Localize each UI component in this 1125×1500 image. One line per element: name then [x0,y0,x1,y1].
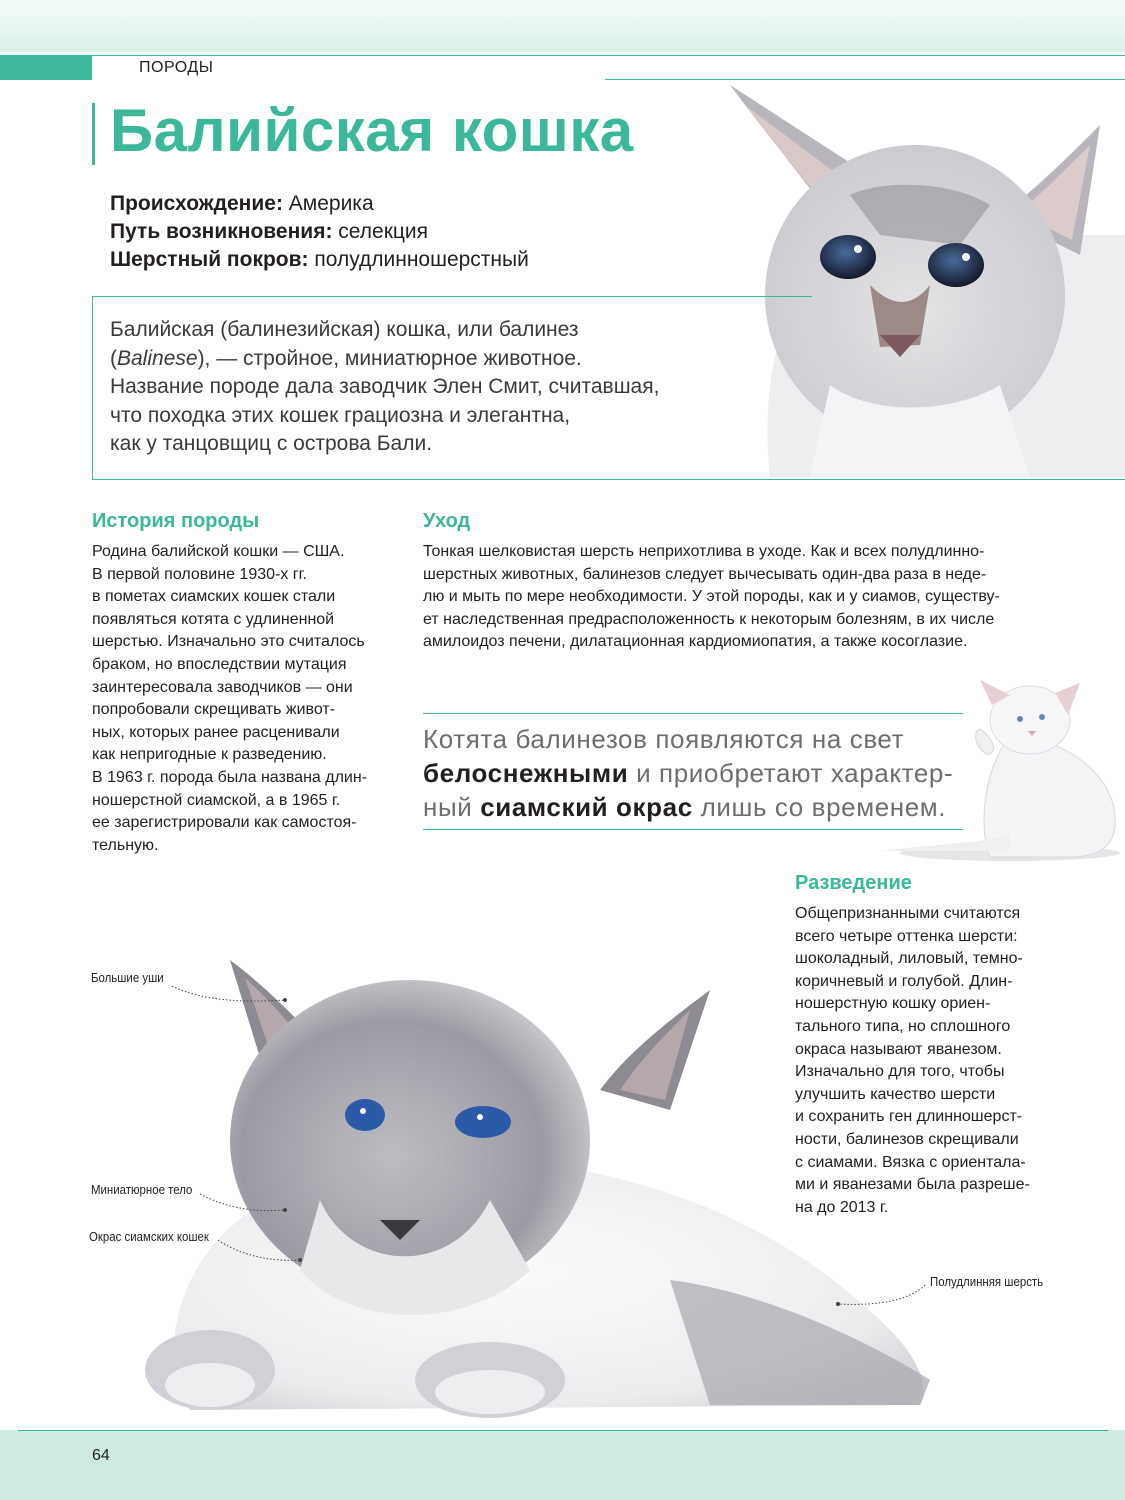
text-line: коричневый и голубой. Длин- [795,972,1013,990]
text-line: ет наследственная предрасположенность к некоторым болезням, в их числе [423,610,995,628]
text-line: лю и мыть по мере необходимости. У этой породы, как и у сиамов, существу- [423,588,1000,606]
fact-label: Путь возникновения: [110,220,333,243]
intro-line: Название породе дала заводчик Элен Смит, считавшая, [110,375,660,398]
text-line: Изначально для того, чтобы [795,1063,1005,1081]
leader-body-dot [283,1208,287,1212]
quote-text: и приобретают характер- [628,758,954,788]
text-line: улучшить качество шерсти [795,1085,996,1103]
text-line: ных, которых ранее расценивали [92,723,340,741]
intro-paren: ( [110,346,117,370]
text-line: тельную. [92,836,159,854]
text-line: ности, балинезов скрещивали [795,1130,1019,1148]
footer-band [0,1430,1125,1500]
leader-color [218,1240,300,1260]
leader-fur-dot [836,1302,840,1306]
page-title: Балийская кошка [110,97,634,164]
care-heading: Уход [423,510,471,532]
text-line: шерстных животных, балинезов следует вычесывать один-два раза в неде- [423,565,987,583]
text-line: ее зарегистрировали как самостоя- [92,814,357,832]
fact-label: Происхождение: [110,192,283,215]
page-number: 64 [92,1447,110,1464]
text-line: браком, но впоследствии мутация [92,655,347,673]
text-line: попробовали скрещивать живот- [92,701,336,719]
text-line: заинтересовала заводчиков — они [92,678,353,696]
callout-body: Миниатюрное тело [91,1182,193,1197]
text-line: шерстью. Изначально это считалось [92,633,365,651]
fact-value: селекция [332,220,429,243]
leader-fur [838,1285,925,1304]
callout-ears: Большие уши [91,970,164,985]
text-line: и сохранить ген длинношерст- [795,1108,1023,1126]
quote-emphasis: сиамский окрас [480,792,693,822]
leader-ears-dot [283,998,287,1002]
quote-text: ный [423,792,481,822]
text-line: Родина балийской кошки — США. [92,543,345,560]
history-heading: История породы [92,510,260,532]
text-line: в пометах сиамских кошек стали [92,588,336,606]
footer-rule [18,1430,1108,1431]
text-line: ношерстной сиамской, а в 1965 г. [92,791,341,809]
intro-latin-name: Balinese [117,346,198,370]
quote-line: Котята балинезов появляются на свет [423,724,905,754]
text-line: на до 2013 г. [795,1198,889,1216]
text-line: тального типа, но сплошного [795,1017,1011,1035]
callout-fur: Полудлинняя шерсть [930,1274,1044,1289]
breeding-heading: Разведение [795,872,912,894]
intro-line: Балийская (балинезийская) кошка, или балинез [110,318,579,341]
text-line: всего четыре оттенка шерсти: [795,927,1018,945]
leader-body [200,1194,285,1211]
section-label: ПОРОДЫ [139,59,214,76]
text-line: окраса называют яванезом. [795,1040,1002,1058]
text-line: В первой половине 1930-х гг. [92,565,307,583]
intro-line: как у танцовщиц с острова Бали. [110,432,433,455]
fact-value: полудлинношерстный [308,248,529,271]
fact-value: Америка [282,192,374,215]
quote-text: лишь со временем. [692,792,947,822]
text-line: ми и яванезами была разреше- [795,1176,1030,1194]
text-line: с сиамами. Вязка с ориентала- [795,1153,1026,1171]
text-line: Общепризнанными считаются [795,905,1021,922]
text-line: ношерстную кошку ориен- [795,995,991,1013]
text-line: Тонкая шелковистая шерсть неприхотлива в уходе. Как и всех полудлинно- [423,543,985,560]
intro-line-rest: ), — стройное, миниатюрное животное. [197,346,582,370]
text-line: как непригодные к разведению. [92,746,327,764]
text-line: шоколадный, лиловый, темно- [795,950,1023,968]
callout-color: Окрас сиамских кошек [89,1229,209,1244]
text-line: В 1963 г. порода была названа длин- [92,768,368,786]
quote-emphasis: белоснежными [423,758,629,788]
text-line: амилоидоз печени, дилатационная кардиомиопатия, а также косоглазие. [423,633,968,651]
text-line: появляться котята с удлиненной [92,610,335,628]
leader-color-dot [298,1258,302,1262]
leader-ears [172,986,285,1001]
fact-label: Шерстный покров: [110,248,309,271]
intro-line: что походка этих кошек грациозна и элегантна, [110,403,571,427]
